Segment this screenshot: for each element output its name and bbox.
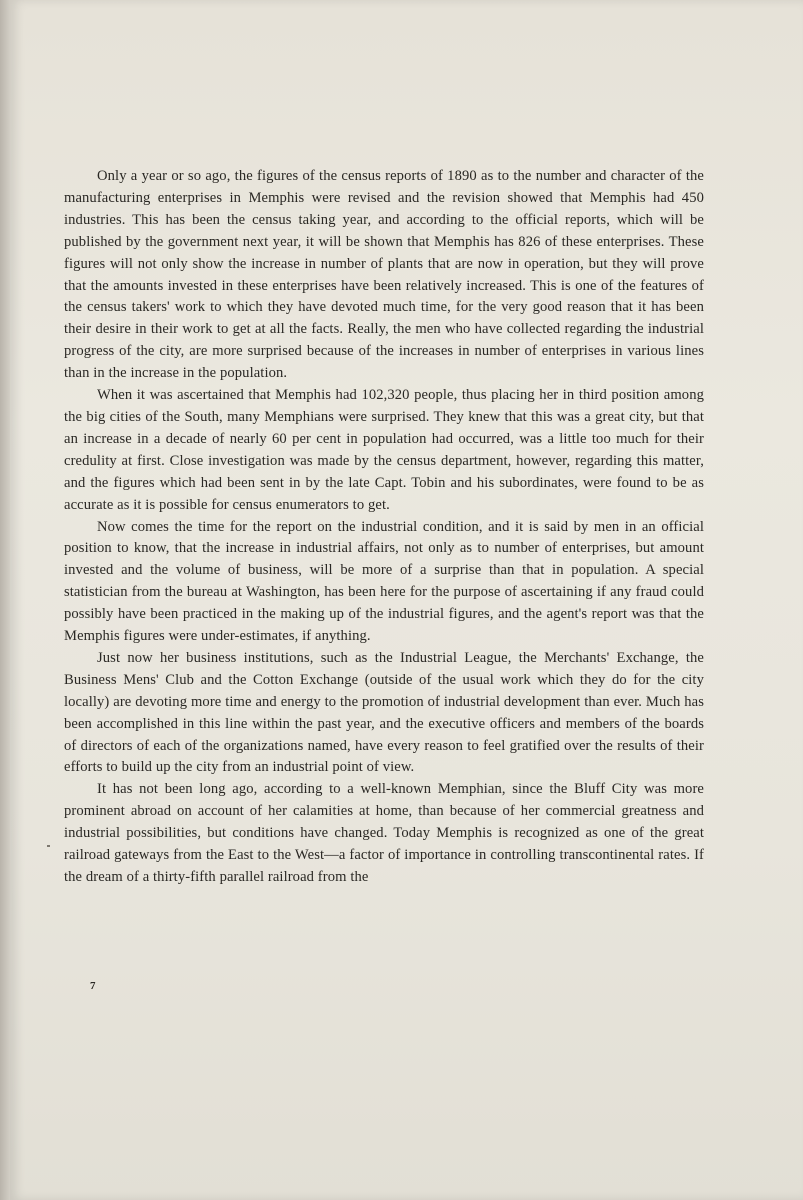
body-text <box>64 166 704 889</box>
book-page <box>10 0 803 1200</box>
paragraph-census-1890: Only a year or so ago, the figures of the census reports of 1890 as to the number and character of the manufacturing enterprises in Memphis were revised and the revision showed that Memphis had 450 industries. This has been the census taking year, and according to the official reports, which will be published by the government next year, it will be shown that Memphis has 826 of these enterprises. These figures will not only show the increase in number of plants that are now in operation, but they will prove that the amounts invested in these enterprises have been relatively increased. This is one of the features of the census takers' work to which they have devoted much time, for the very good reason that it has been their desire in their work to get at all the facts. Really, the men who have collected regarding the industrial progress of the city, are more surprised because of the increases in number of enterprises in various lines than in the increase in the population. <box>64 168 704 382</box>
paragraph-business-institutions: Just now her business institutions, such as the Industrial League, the Merchants' Exchange, the Business Mens' Club and the Cotton Exchange (outside of the usual work which they do for the city locally) are devoting more time and energy to the promotion of industrial development than ever. Much has been accomplished in this line within the past year, and the executive officers and members of the boards of directors of each of the organizations named, have every reason to feel gratified over the results of their efforts to build up the city from an industrial point of view. <box>64 649 704 776</box>
paragraph-bluff-city: It has not been long ago, according to a well-known Memphian, since the Bluff City was more prominent abroad on account of her calamities at home, than because of her commercial greatness and industrial possibilities, but conditions have changed. Today Memphis is recognized as one of the great railroad gateways from the East to the West—a factor of importance in controlling transcontinental rates. If the dream of a thirty-fifth parallel railroad from the <box>64 781 704 885</box>
margin-speck <box>47 845 50 847</box>
paragraph-industrial-report: Now comes the time for the report on the industrial condition, and it is said by men in an official position to know, that the increase in industrial affairs, not only as to number of enterprises, but amount invested and the volume of business, will be more of a surprise than that in population. A special statistician from the bureau at Washington, has been here for the purpose of ascertaining if any fraud could possibly have been practiced in the making up of the industrial figures, and the agent's report was that the Memphis figures were under-estimates, if anything. <box>64 518 704 645</box>
paragraph-population: When it was ascertained that Memphis had 102,320 people, thus placing her in third position among the big cities of the South, many Memphians were surprised. They knew that this was a great city, but that an increase in a decade of nearly 60 per cent in population had occurred, was a little too much for their credulity at first. Close investigation was made by the census department, however, regarding this matter, and the figures which had been sent in by the late Capt. Tobin and his subordinates, were found to be as accurate as it is possible for census enumerators to get. <box>64 387 704 513</box>
page-number: 7 <box>90 980 96 992</box>
book-gutter-shadow <box>0 0 10 1200</box>
